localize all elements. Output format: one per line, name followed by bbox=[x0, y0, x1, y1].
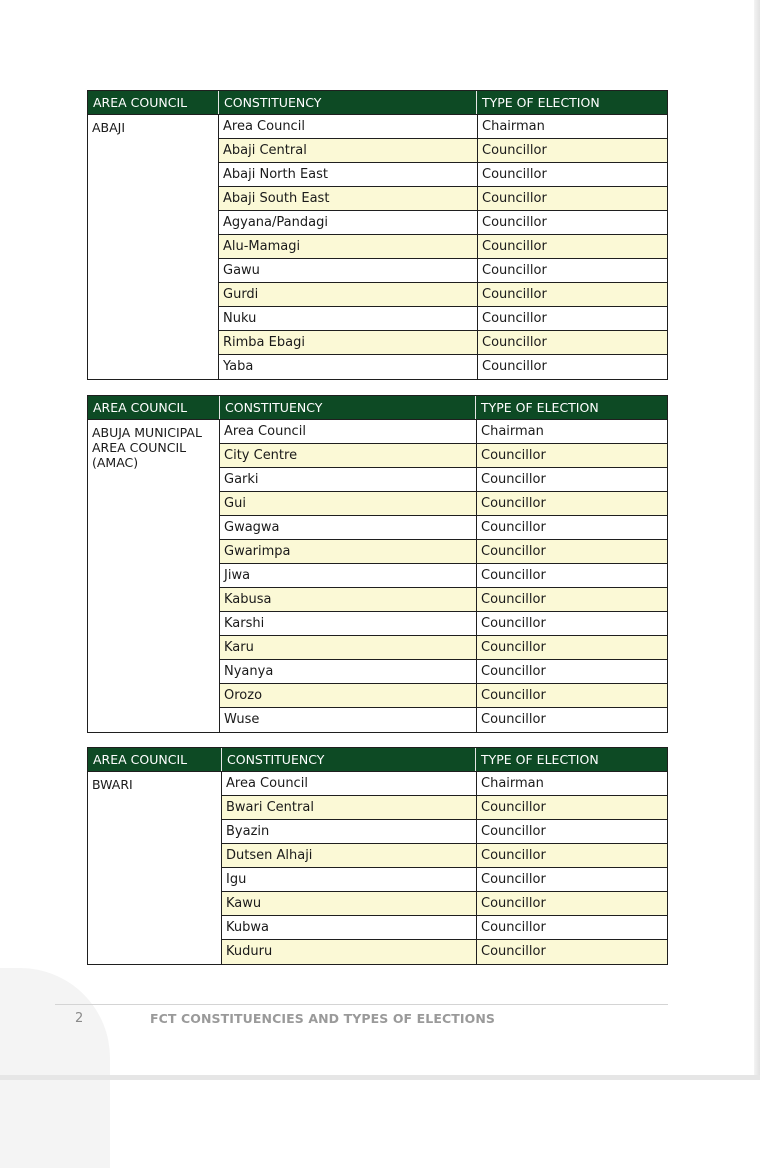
table-row bbox=[219, 355, 667, 379]
constituency-cell: Nuku bbox=[219, 307, 478, 330]
header-area-council: AREA COUNCIL bbox=[88, 748, 222, 771]
table-row bbox=[220, 492, 667, 516]
table-row bbox=[222, 892, 667, 916]
election-type-cell: Councillor bbox=[481, 712, 546, 727]
decorative-corner-shape bbox=[0, 968, 110, 1168]
table-row bbox=[222, 820, 667, 844]
election-type-cell: Councillor bbox=[481, 496, 546, 511]
election-type-cell: Councillor bbox=[481, 944, 546, 959]
election-type-cell: Councillor bbox=[481, 664, 546, 679]
table-row bbox=[222, 916, 667, 940]
table-row bbox=[219, 187, 667, 211]
election-type-cell: Councillor bbox=[481, 824, 546, 839]
constituency-cell: Byazin bbox=[222, 820, 477, 843]
election-type-cell: Councillor bbox=[481, 592, 546, 607]
election-type-cell: Councillor bbox=[482, 239, 547, 254]
election-type-cell: Councillor bbox=[481, 640, 546, 655]
election-type-cell: Chairman bbox=[482, 119, 545, 134]
header-area-council: AREA COUNCIL bbox=[88, 396, 220, 419]
constituency-cell: Karu bbox=[220, 636, 477, 659]
constituency-cell: Bwari Central bbox=[222, 796, 477, 819]
constituency-cell: Area Council bbox=[220, 420, 477, 443]
election-type-cell: Councillor bbox=[481, 688, 546, 703]
header-area-council: AREA COUNCIL bbox=[88, 91, 219, 114]
election-type-cell: Councillor bbox=[481, 472, 546, 487]
table-row bbox=[220, 708, 667, 732]
header-type-of-election: TYPE OF ELECTION bbox=[481, 400, 599, 415]
election-type-cell: Councillor bbox=[481, 800, 546, 815]
constituency-cell: Garki bbox=[220, 468, 477, 491]
election-type-cell: Councillor bbox=[481, 568, 546, 583]
constituency-cell: Gwarimpa bbox=[220, 540, 477, 563]
table-row bbox=[219, 211, 667, 235]
election-type-cell: Councillor bbox=[481, 848, 546, 863]
table-row bbox=[220, 516, 667, 540]
constituency-cell: Gwagwa bbox=[220, 516, 477, 539]
constituency-cell: Nyanya bbox=[220, 660, 477, 683]
election-type-cell: Councillor bbox=[482, 359, 547, 374]
area-council-name: ABUJA MUNICIPAL AREA COUNCIL (AMAC) bbox=[88, 420, 220, 732]
table-row bbox=[220, 636, 667, 660]
table-row bbox=[220, 420, 667, 444]
table-row bbox=[222, 940, 667, 964]
table-row bbox=[222, 772, 667, 796]
constituency-table bbox=[87, 395, 668, 733]
election-type-cell: Councillor bbox=[482, 143, 547, 158]
page-bottom-edge bbox=[0, 1075, 760, 1080]
page-number: 2 bbox=[75, 1011, 84, 1026]
constituency-cell: Orozo bbox=[220, 684, 477, 707]
header-constituency: CONSTITUENCY bbox=[219, 91, 477, 114]
constituency-cell: Abaji South East bbox=[219, 187, 478, 210]
constituency-cell: Area Council bbox=[222, 772, 477, 795]
area-council-name: ABAJI bbox=[88, 115, 219, 379]
constituency-cell: Kawu bbox=[222, 892, 477, 915]
constituency-cell: Kuduru bbox=[222, 940, 477, 964]
table-header bbox=[88, 91, 667, 115]
election-type-cell: Councillor bbox=[482, 311, 547, 326]
constituency-table bbox=[87, 90, 668, 380]
header-constituency: CONSTITUENCY bbox=[222, 748, 476, 771]
constituency-cell: Rimba Ebagi bbox=[219, 331, 478, 354]
page-edge bbox=[754, 0, 760, 1080]
election-type-cell: Councillor bbox=[481, 544, 546, 559]
footer-divider bbox=[55, 1004, 668, 1005]
constituency-cell: Karshi bbox=[220, 612, 477, 635]
constituency-cell: Gui bbox=[220, 492, 477, 515]
table-row bbox=[219, 139, 667, 163]
table-header bbox=[88, 748, 667, 772]
header-type-of-election: TYPE OF ELECTION bbox=[481, 752, 599, 767]
constituency-cell: Kubwa bbox=[222, 916, 477, 939]
table-row bbox=[220, 540, 667, 564]
table-row bbox=[219, 283, 667, 307]
constituency-cell: Area Council bbox=[219, 115, 478, 138]
constituency-table bbox=[87, 747, 668, 965]
constituency-cell: Igu bbox=[222, 868, 477, 891]
table-row bbox=[220, 564, 667, 588]
footer-title: FCT CONSTITUENCIES AND TYPES OF ELECTIONS bbox=[150, 1011, 496, 1026]
area-council-name: BWARI bbox=[88, 772, 222, 964]
constituency-cell: Dutsen Alhaji bbox=[222, 844, 477, 867]
table-row bbox=[219, 259, 667, 283]
election-type-cell: Councillor bbox=[482, 335, 547, 350]
constituency-cell: Yaba bbox=[219, 355, 478, 379]
election-type-cell: Chairman bbox=[481, 776, 544, 791]
table-header bbox=[88, 396, 667, 420]
constituency-cell: Jiwa bbox=[220, 564, 477, 587]
constituency-cell: Gurdi bbox=[219, 283, 478, 306]
election-type-cell: Councillor bbox=[482, 215, 547, 230]
constituency-cell: Wuse bbox=[220, 708, 477, 732]
table-row bbox=[222, 868, 667, 892]
table-row bbox=[220, 612, 667, 636]
election-type-cell: Councillor bbox=[481, 520, 546, 535]
election-type-cell: Chairman bbox=[481, 424, 544, 439]
table-row bbox=[222, 796, 667, 820]
constituency-cell: Gawu bbox=[219, 259, 478, 282]
table-row bbox=[219, 235, 667, 259]
table-row bbox=[220, 468, 667, 492]
constituency-cell: Agyana/Pandagi bbox=[219, 211, 478, 234]
constituency-cell: Abaji North East bbox=[219, 163, 478, 186]
election-type-cell: Councillor bbox=[482, 167, 547, 182]
table-row bbox=[220, 684, 667, 708]
constituency-cell: Kabusa bbox=[220, 588, 477, 611]
header-constituency: CONSTITUENCY bbox=[220, 396, 476, 419]
constituency-cell: City Centre bbox=[220, 444, 477, 467]
table-row bbox=[219, 115, 667, 139]
table-row bbox=[220, 444, 667, 468]
election-type-cell: Councillor bbox=[481, 896, 546, 911]
header-type-of-election: TYPE OF ELECTION bbox=[482, 95, 600, 110]
election-type-cell: Councillor bbox=[481, 616, 546, 631]
election-type-cell: Councillor bbox=[482, 287, 547, 302]
table-row bbox=[219, 163, 667, 187]
table-row bbox=[220, 660, 667, 684]
election-type-cell: Councillor bbox=[481, 872, 546, 887]
table-row bbox=[222, 844, 667, 868]
constituency-cell: Alu-Mamagi bbox=[219, 235, 478, 258]
election-type-cell: Councillor bbox=[481, 448, 546, 463]
election-type-cell: Councillor bbox=[482, 191, 547, 206]
table-row bbox=[220, 588, 667, 612]
table-row bbox=[219, 331, 667, 355]
table-row bbox=[219, 307, 667, 331]
election-type-cell: Councillor bbox=[481, 920, 546, 935]
election-type-cell: Councillor bbox=[482, 263, 547, 278]
constituency-cell: Abaji Central bbox=[219, 139, 478, 162]
